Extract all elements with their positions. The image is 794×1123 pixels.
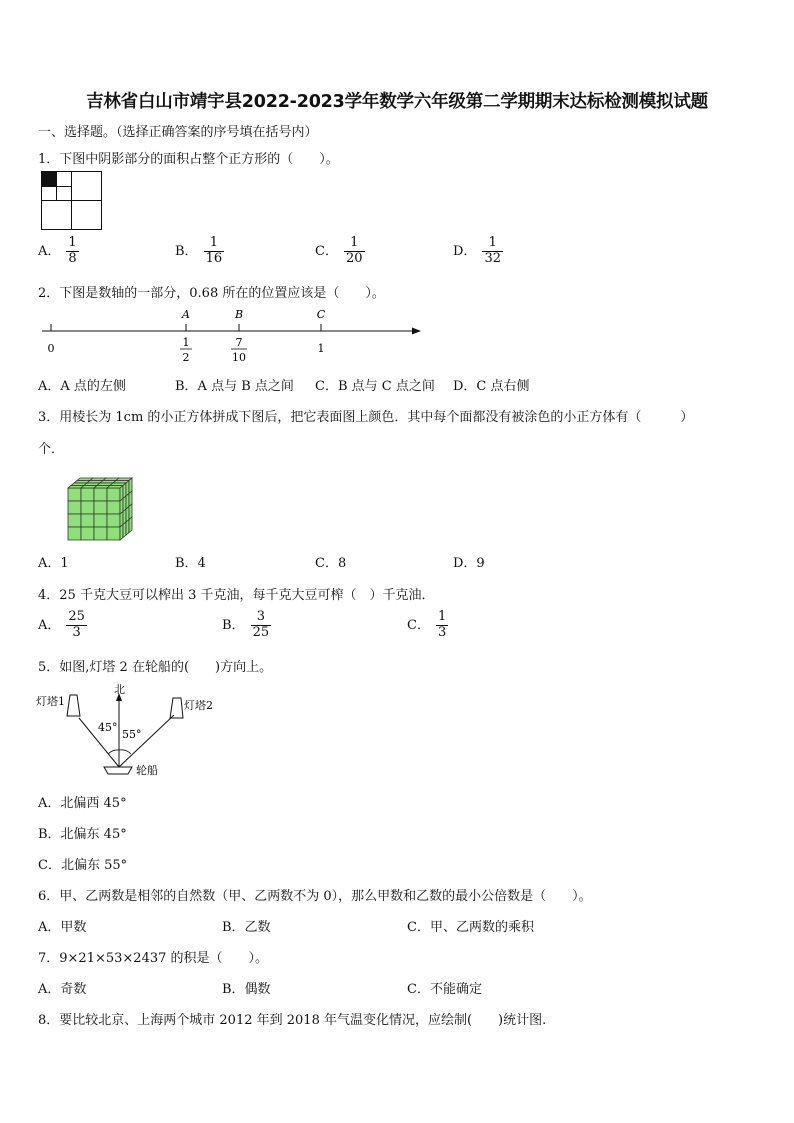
arrow-head-icon	[412, 328, 421, 335]
q3-option-d[interactable]: D．9	[453, 556, 485, 571]
option-letter: B．	[222, 617, 245, 633]
shaded-square	[42, 172, 56, 186]
q5-option-a[interactable]: A．北偏西 45°	[38, 796, 127, 811]
question-7-stem: 7．9×21×53×2437 的积是（ ）。	[38, 951, 269, 966]
half-numerator: 1	[182, 336, 190, 349]
angle-45-label: 45°	[98, 721, 118, 734]
question-3-stem-line2: 个．	[38, 442, 65, 457]
cube-right-cell	[129, 517, 132, 533]
option-letter: A．	[38, 617, 61, 633]
q6-option-a[interactable]: A．甲数	[38, 920, 87, 935]
cube-front-cell	[107, 514, 120, 527]
half-denominator: 2	[182, 351, 190, 364]
question-2-stem: 2．下图是数轴的一部分，0.68 所在的位置应该是（ ）。	[38, 286, 385, 301]
ship-icon	[104, 767, 132, 774]
cube-front-cell	[81, 514, 94, 527]
cube-front-cell	[81, 488, 94, 501]
question-8-stem: 8．要比较北京、上海两个城市 2012 年到 2018 年气温变化情况，应绘制( )统计图.	[38, 1013, 547, 1028]
seven-numerator: 7	[235, 336, 243, 349]
zero-label: 0	[47, 342, 55, 355]
question-5-stem: 5．如图,灯塔 2 在轮船的( )方向上。	[38, 660, 273, 675]
q3-option-c[interactable]: C．8	[315, 556, 347, 571]
point-b-label: B	[234, 308, 244, 321]
q7-option-c[interactable]: C．不能确定	[407, 982, 482, 997]
cube-front-cell	[81, 501, 94, 514]
q7-option-a[interactable]: A．奇数	[38, 982, 87, 997]
q3-option-a[interactable]: A．1	[38, 556, 69, 571]
question-3-stem-line1: 3．用棱长为 1cm 的小正方体拼成下图后，把它表面图上颜色．其中每个面都没有被涂色的小正方体有（ ）	[38, 410, 694, 425]
seven-denominator: 10	[232, 351, 246, 364]
point-c-label: C	[316, 308, 326, 321]
cube-front-cell	[107, 488, 120, 501]
angle-arc-left	[108, 750, 119, 754]
tower1-icon	[67, 695, 80, 716]
cube-front-cell	[94, 488, 107, 501]
north-label: 北	[114, 683, 125, 696]
q1-option-d[interactable]	[453, 236, 503, 267]
cube-front-cell	[107, 527, 120, 540]
question-4-stem: 4．25 千克大豆可以榨出 3 千克油，每千克大豆可榨（ ）千克油．	[38, 588, 435, 603]
q4-option-c[interactable]	[407, 610, 448, 641]
cube-front-cell	[94, 514, 107, 527]
angle-arc-right	[119, 750, 131, 754]
cube-front-cell	[81, 527, 94, 540]
fraction: $\frac{1}{8}$	[68, 235, 77, 266]
option-letter: A．	[38, 243, 61, 259]
q2-option-d[interactable]: D．C 点右侧	[453, 379, 530, 394]
question-1-stem: 1．下图中阴影部分的面积占整个正方形的（ ）。	[38, 152, 339, 167]
q6-option-c[interactable]: C．甲、乙两数的乘积	[407, 920, 534, 935]
q1-option-b[interactable]	[175, 236, 224, 267]
q5-option-b[interactable]: B．北偏东 45°	[38, 827, 127, 842]
tower2-icon	[170, 698, 183, 718]
tower2-label: 灯塔2	[184, 699, 213, 712]
line-to-tower2	[119, 715, 174, 767]
cube-right-cell	[120, 525, 123, 541]
cube-front-cell	[68, 527, 81, 540]
q4-option-a[interactable]	[38, 610, 87, 641]
cube-front-cell	[68, 514, 81, 527]
number-line-figure	[36, 304, 426, 368]
q2-option-c[interactable]: C．B 点与 C 点之间	[315, 379, 435, 394]
cube-front-cell	[94, 501, 107, 514]
point-a-label: A	[182, 308, 190, 321]
fraction: $\frac{1}{32}$	[484, 235, 501, 266]
cube-right-cell	[123, 522, 126, 538]
option-letter: C．	[407, 617, 430, 633]
cube-front-cell	[107, 501, 120, 514]
fraction: $\frac{3}{25}$	[252, 609, 270, 640]
cube-front-cell	[68, 501, 81, 514]
one-label: 1	[317, 342, 325, 355]
angle-55-label: 55°	[122, 728, 142, 741]
cube-figure	[66, 476, 140, 542]
q4-option-b[interactable]	[222, 610, 271, 641]
option-letter: C．	[315, 243, 338, 259]
fraction: $\frac{1}{3}$	[437, 609, 447, 640]
q7-option-b[interactable]: B．偶数	[222, 982, 271, 997]
option-letter: D．	[453, 243, 477, 259]
fraction: $\frac{25}{3}$	[68, 609, 85, 640]
option-letter: B．	[175, 243, 198, 259]
cube-right-cell	[126, 520, 129, 536]
q1-option-c[interactable]	[315, 236, 365, 267]
cube-front-cell	[68, 488, 81, 501]
question-6-stem: 6．甲、乙两数是相邻的自然数（甲、乙两数不为 0），那么甲数和乙数的最小公倍数是（ ）。	[38, 889, 592, 904]
page-title: 吉林省白山市靖宇县2022-2023学年数学六年级第二学期期末达标检测模拟试题	[86, 92, 708, 112]
cube-front-cell	[94, 527, 107, 540]
fraction: $\frac{1}{16}$	[205, 235, 223, 266]
fraction: $\frac{1}{20}$	[345, 235, 363, 266]
q6-option-b[interactable]: B．乙数	[222, 920, 271, 935]
section-heading: 一、选择题。（选择正确答案的序号填在括号内）	[38, 125, 318, 140]
q2-option-b[interactable]: B．A 点与 B 点之间	[175, 379, 294, 394]
q1-option-a[interactable]	[38, 236, 79, 267]
lighthouse-compass-figure	[36, 682, 236, 782]
q1-grid-figure	[41, 171, 103, 231]
q5-option-c[interactable]: C．北偏东 55°	[38, 858, 128, 873]
q2-option-a[interactable]: A．A 点的左侧	[38, 379, 126, 394]
tower1-label: 灯塔1	[36, 695, 65, 708]
ship-label: 轮船	[136, 764, 158, 777]
q3-option-b[interactable]: B．4	[175, 556, 206, 571]
